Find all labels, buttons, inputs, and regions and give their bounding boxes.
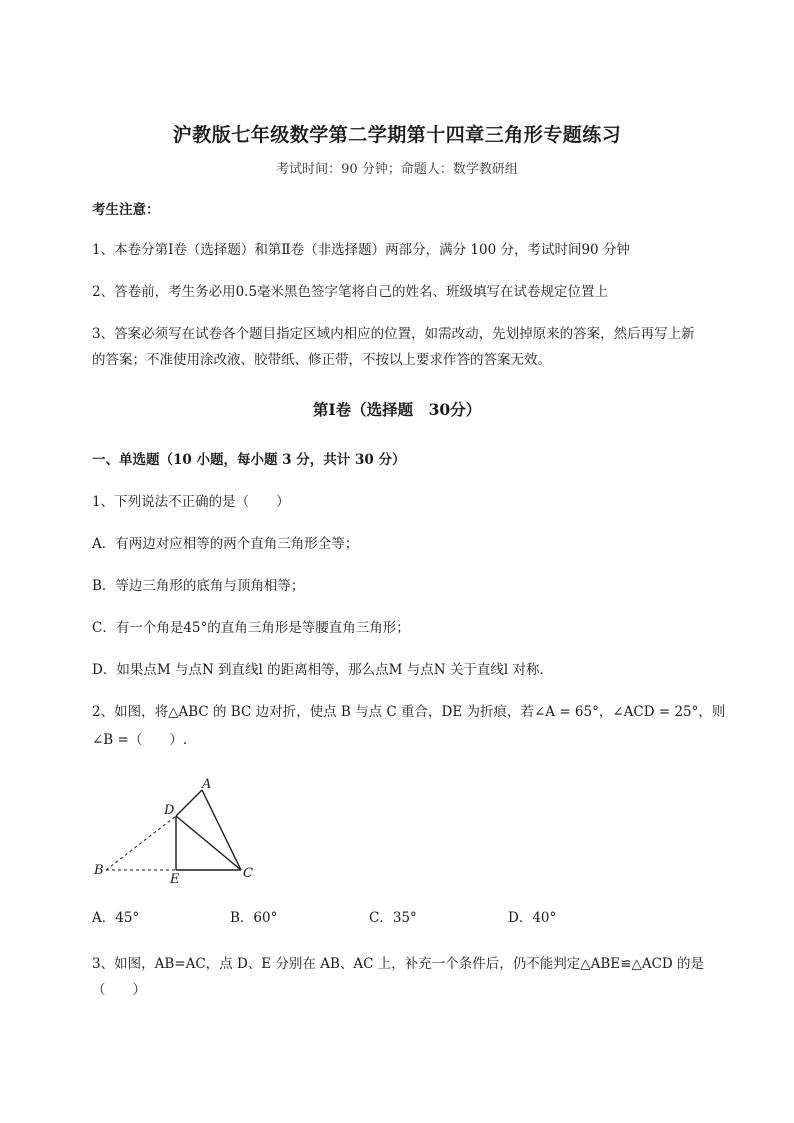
page-subtitle: 考试时间：90 分钟；命题人：数学教研组: [276, 162, 518, 177]
section-title: 第Ⅰ卷（选择题 30分）: [312, 400, 482, 419]
segment-da: [176, 790, 202, 816]
label-a: A: [202, 777, 212, 792]
q1-stem: 1、下列说法不正确的是（ ）: [92, 494, 290, 510]
notice-item-1: 1、本卷分第Ⅰ卷（选择题）和第Ⅱ卷（非选择题）两部分，满分 100 分，考试时间90 分钟: [92, 242, 630, 258]
q1-option-a: A．有两边对应相等的两个直角三角形全等；: [92, 536, 359, 552]
segment-ac: [202, 790, 241, 870]
notice-item-2: 2、答卷前，考生务必用0.5毫米黑色签字笔将自己的姓名、班级填写在试卷规定位置上: [92, 284, 609, 300]
q3-stem-line1: 3、如图，AB=AC，点 D、E 分别在 AB、AC 上，补充一个条件后，仍不能判定△ABE≌△ACD 的是: [92, 956, 705, 972]
label-d: D: [164, 803, 175, 818]
q2-stem-line2: ∠B =（ ）.: [92, 732, 188, 748]
q2-option-b: B．60°: [230, 910, 278, 926]
q2-option-a: A．45°: [92, 910, 140, 926]
part-heading: 一、单选题（10 小题，每小题 3 分，共计 30 分）: [92, 452, 406, 468]
q1-option-d: D．如果点M 与点N 到直线l 的距离相等，那么点M 与点N 关于直线l 对称．: [92, 662, 553, 678]
q3-stem-line2: （ ）: [92, 982, 146, 998]
notice-item-3-cont: 的答案；不准使用涂改液、胶带纸、修正带，不按以上要求作答的答案无效。: [92, 352, 551, 368]
q2-stem-line1: 2、如图，将△ABC 的 BC 边对折，使点 B 与点 C 重合，DE 为折痕，若∠A = 65°，∠ACD = 25°，则: [92, 704, 726, 720]
label-c: C: [243, 866, 253, 881]
label-e: E: [170, 872, 180, 887]
triangle-figure: [88, 768, 268, 888]
q2-option-d: D．40°: [508, 910, 557, 926]
q1-option-c: C．有一个角是45°的直角三角形是等腰直角三角形；: [92, 620, 410, 636]
q1-option-b: B．等边三角形的底角与顶角相等；: [92, 578, 305, 594]
notice-heading: 考生注意：: [92, 202, 160, 218]
page-title: 沪教版七年级数学第二学期第十四章三角形专题练习: [172, 124, 622, 146]
notice-item-3: 3、答案必须写在试卷各个题目指定区域内相应的位置，如需改动，先划掉原来的答案，然后再写上新: [92, 326, 695, 342]
label-b: B: [94, 863, 104, 878]
q2-option-c: C．35°: [369, 910, 417, 926]
segment-dc: [176, 816, 241, 870]
dashed-line-bd: [106, 816, 176, 870]
